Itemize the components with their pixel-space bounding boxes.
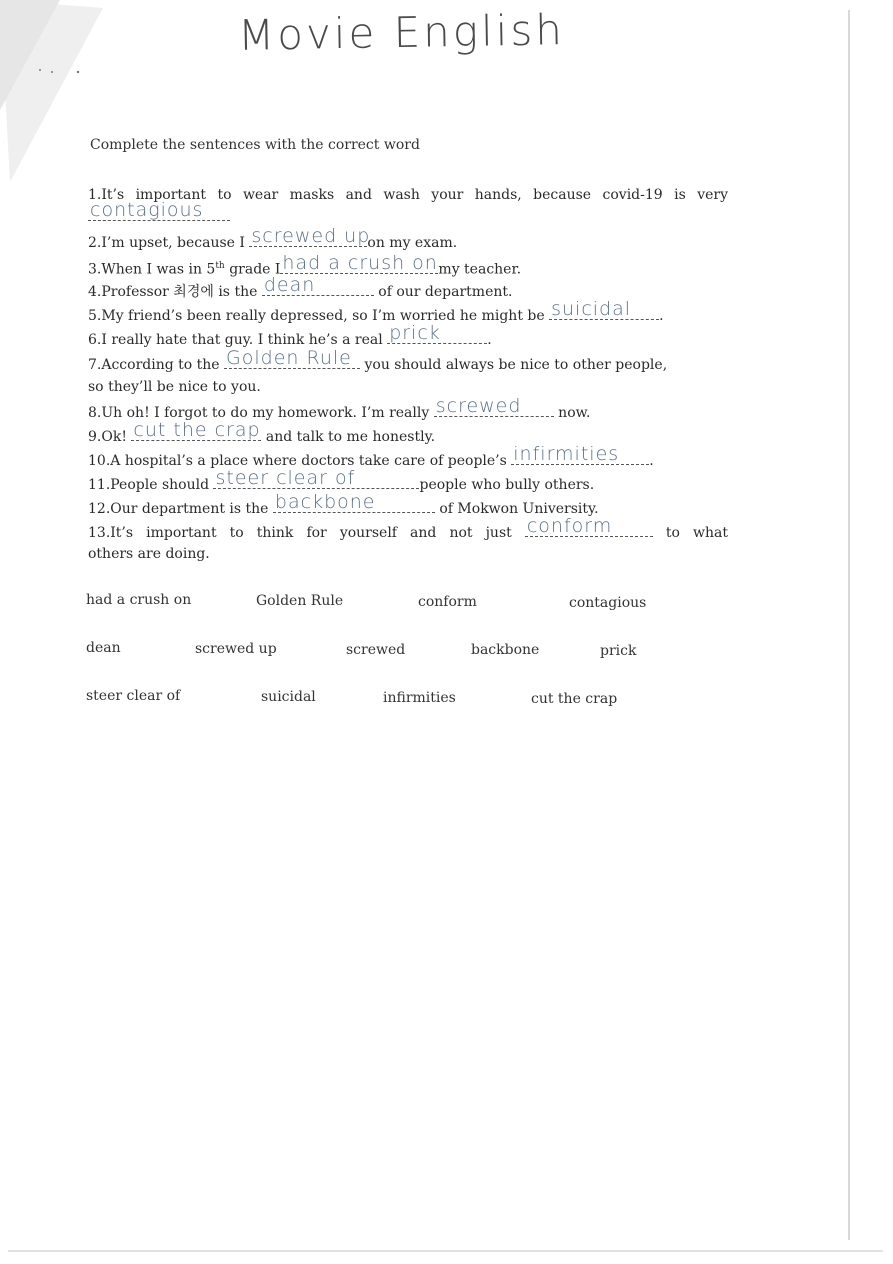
question-6-after: .: [487, 332, 492, 348]
question-6: [88, 322, 728, 349]
handwritten-answer-1: contagious: [90, 199, 204, 221]
question-7-after: you should always be nice to other people,: [364, 357, 668, 373]
handwritten-answer-5: suicidal: [551, 298, 632, 320]
handwritten-answer-13: conform: [526, 515, 613, 537]
question-13-after: to what: [665, 525, 729, 541]
question-11-before: 11.People should: [88, 477, 210, 493]
answer-blank-13: [525, 515, 653, 537]
question-8-after: now.: [558, 405, 591, 421]
question-3-after: my teacher.: [438, 261, 522, 278]
answer-blank-5: [549, 298, 659, 320]
question-3-before-2: grade I: [229, 261, 281, 278]
question-2: [88, 225, 728, 252]
question-2-before: 2.I’m upset, because I: [88, 235, 245, 251]
question-6-before: 6.I really hate that guy. I think he’s a real: [88, 332, 383, 348]
word-bank-item: dean: [86, 640, 121, 656]
question-2-after: on my exam.: [367, 235, 458, 251]
answer-blank-3: [280, 251, 438, 274]
question-9: [88, 419, 728, 446]
question-7-continued-text: so they’ll be nice to you.: [88, 379, 261, 395]
question-3-superscript: th: [215, 261, 225, 271]
handwritten-title: Movie English: [237, 5, 566, 60]
answer-blank-10: [511, 443, 649, 465]
instruction-text: Complete the sentences with the correct word: [90, 137, 420, 153]
question-10: [88, 443, 728, 470]
word-bank-item: suicidal: [261, 689, 316, 705]
scan-edge-right: [848, 10, 850, 1240]
question-12-after: of Mokwon University.: [439, 501, 599, 517]
question-10-before: 10.A hospital’s a place where doctors take care of people’s: [88, 453, 507, 469]
answer-blank-6: [387, 322, 487, 344]
question-1-answer-line: [88, 199, 728, 226]
question-7: [88, 347, 728, 374]
word-bank-item: cut the crap: [531, 691, 618, 707]
question-12-before: 12.Our department is the: [88, 501, 269, 517]
word-bank-item: screwed: [346, 642, 406, 658]
question-3-before: 3.When I was in 5: [88, 261, 216, 278]
answer-blank-11: [213, 467, 419, 489]
question-1-text: 1.It’s important to wear masks and wash your hands, because covid-19 is very: [88, 187, 728, 203]
question-3: [88, 251, 728, 279]
question-12: [88, 491, 728, 518]
answer-blank-12: [273, 491, 435, 513]
question-5-after: .: [659, 308, 664, 324]
question-13-before: 13.It’s important to think for yourself and not just: [88, 525, 512, 541]
word-bank-item: prick: [600, 643, 637, 659]
answer-blank-7: [224, 347, 360, 369]
question-11: [88, 467, 728, 494]
scan-edge-bottom: [8, 1250, 883, 1252]
scan-corner-shadow: [0, 0, 110, 190]
word-bank-item: contagious: [569, 595, 647, 611]
question-4-after: of our department.: [378, 284, 513, 300]
question-4: [88, 274, 728, 301]
question-10-after: .: [649, 453, 654, 469]
question-7-continued: [88, 378, 728, 396]
answer-blank-1: [88, 199, 230, 221]
question-13-continued-text: others are doing.: [88, 546, 210, 562]
handwritten-answer-7: Golden Rule: [226, 347, 352, 369]
word-bank-item: steer clear of: [86, 688, 181, 704]
question-13: [88, 515, 729, 542]
question-4-before: 4.Professor 최경에 is the: [88, 284, 258, 300]
handwritten-answer-11: steer clear of: [215, 467, 356, 489]
question-13-continued: [88, 545, 728, 563]
answer-blank-4: [262, 274, 374, 296]
question-9-before: 9.Ok!: [88, 429, 127, 445]
question-7-before: 7.According to the: [88, 357, 220, 373]
question-9-after: and talk to me honestly.: [265, 429, 436, 445]
word-bank-item: infirmities: [383, 690, 456, 706]
answer-blank-8: [434, 395, 554, 417]
handwritten-answer-6: prick: [389, 322, 441, 344]
handwritten-answer-4: dean: [263, 274, 316, 296]
question-11-after: people who bully others.: [419, 477, 595, 493]
handwritten-answer-12: backbone: [274, 491, 376, 513]
word-bank-item: screwed up: [195, 641, 277, 657]
answer-blank-2: [249, 225, 371, 247]
answer-blank-9: [131, 419, 261, 441]
word-bank-item: had a crush on: [86, 592, 192, 608]
handwritten-answer-9: cut the crap: [133, 419, 261, 441]
word-bank-item: conform: [418, 594, 477, 610]
handwritten-answer-3: had a crush on: [282, 251, 438, 274]
question-5-before: 5.My friend’s been really depressed, so I’m worried he might be: [88, 308, 545, 324]
handwritten-answer-2: screwed up: [251, 225, 371, 247]
question-8-before: 8.Uh oh! I forgot to do my homework. I’m really: [88, 405, 430, 421]
word-bank-item: backbone: [471, 642, 540, 658]
handwritten-answer-10: infirmities: [513, 443, 620, 465]
word-bank-item: Golden Rule: [256, 593, 344, 609]
handwritten-answer-8: screwed: [435, 395, 522, 417]
